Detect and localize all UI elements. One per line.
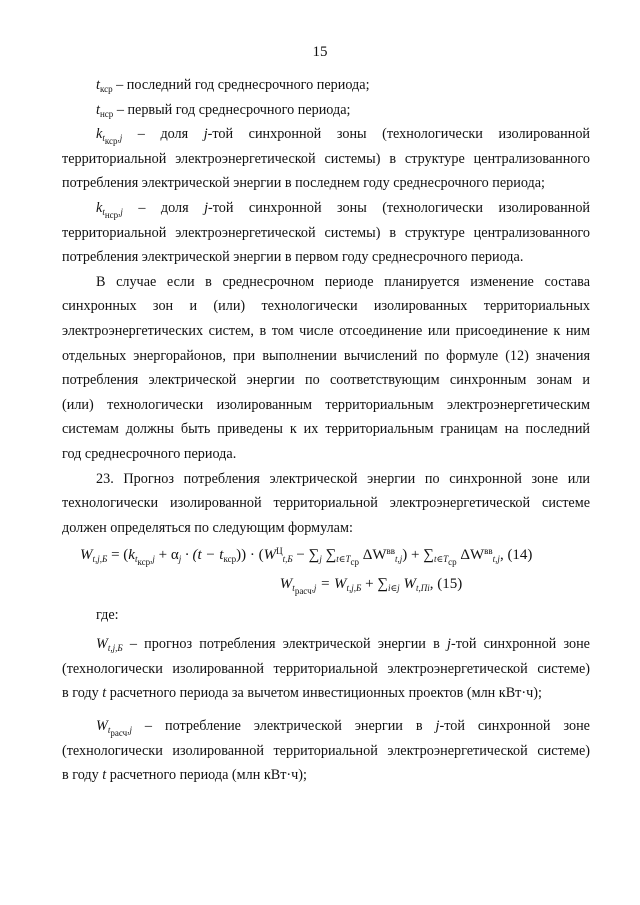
- definition-text: – доля: [122, 126, 204, 143]
- formula-subscript: t,j: [492, 554, 500, 565]
- symbol-subscript-j: ,j: [118, 206, 123, 217]
- symbol: k: [96, 126, 103, 143]
- definition-text: в году: [62, 767, 103, 784]
- paragraph-change-line: (или) технологически изолированным территориальным электроэнергетическим: [62, 396, 590, 413]
- definition-text: – прогноз потребления электрической энергии в: [122, 636, 448, 653]
- definition-text: в году: [62, 685, 103, 702]
- where-label: где:: [96, 607, 119, 624]
- definition-wtjb-line1: [62, 632, 590, 657]
- formula-operator: · (: [246, 547, 264, 564]
- formula-operator: = W: [316, 576, 347, 593]
- index-j: j: [204, 199, 209, 216]
- formula-subscript: кср: [137, 557, 151, 568]
- definition-k-last-line2: территориальной электроэнергетической системы) в структуре централизованного: [62, 150, 590, 167]
- definition-k-first-line2: территориальной электроэнергетической системы) в структуре централизованного: [62, 224, 590, 241]
- symbol-subscript: t,j,Б: [107, 643, 123, 654]
- formula-subscript: j: [319, 554, 322, 565]
- formula-subscript: t: [292, 583, 295, 594]
- symbol: t: [96, 101, 100, 118]
- formula-operator: ) + ∑: [402, 547, 434, 564]
- definition-text: расчетного периода за вычетом инвестиционных проектов (млн кВт·ч);: [106, 685, 542, 702]
- formula-subsubscript: расч: [294, 586, 312, 597]
- formula-subscript: t,j: [395, 554, 403, 565]
- definition-wcalc-line3: [62, 763, 590, 788]
- paragraph-change-line: год среднесрочного периода.: [62, 445, 237, 462]
- symbol-subscript: кср: [99, 84, 113, 94]
- formula-operator: − ∑: [292, 547, 320, 564]
- formula-subsubscript: ср: [350, 557, 359, 568]
- index-j: j: [203, 126, 208, 143]
- formula-subscript: кср: [223, 554, 237, 565]
- index-j: j: [435, 718, 440, 735]
- symbol: k: [96, 199, 103, 216]
- formula-superscript: Ц: [276, 546, 283, 557]
- formula-superscript: вв: [484, 546, 493, 557]
- symbol: W: [96, 718, 108, 735]
- paragraph-23-line: 23. Прогноз потребления электрической энергии по синхронной зоне или: [96, 470, 590, 487]
- symbol-subsubscript: нср: [104, 209, 119, 220]
- index-t: t: [102, 685, 107, 702]
- formula-subscript: t,j,Б: [92, 554, 108, 565]
- symbol: t: [96, 77, 100, 93]
- paragraph-23-line: технологически изолированной территориальной электроэнергетической системе: [62, 495, 590, 512]
- definition-k-last-line3: потребления электрической энергии в последнем году среднесрочного периода;: [62, 175, 545, 192]
- formula-operator: ∑: [321, 547, 337, 564]
- formula-number: , (15): [429, 576, 463, 593]
- formula-subscript: t,Пi: [415, 583, 430, 594]
- formula-subscript: j: [178, 554, 182, 565]
- page-number: 15: [312, 44, 328, 60]
- symbol-subscript: t: [102, 206, 105, 217]
- formula-15: $W_{t_{расч},j} = W_{t,j,Б} + \sum_{i\in j}$ $W_{t,Пi}$, (15): [279, 576, 463, 597]
- symbol-subscript: нср: [99, 108, 114, 119]
- formula-paren: (: [123, 547, 129, 564]
- paragraph-change-line: В случае если в среднесрочном периоде планируется изменение состава: [96, 273, 590, 290]
- definition-wtjb-line2: (технологически изолированной территориальной электроэнергетической системе): [62, 660, 590, 677]
- paragraph-change-line: потребления электрической энергии по соответствующим синхронным зонам и: [62, 372, 590, 389]
- definition-text: – доля: [122, 199, 205, 216]
- formula-term: · (t − t: [181, 547, 224, 564]
- definition-k-last-line1: [62, 122, 590, 147]
- formula-subscript: t,j,Б: [346, 583, 362, 594]
- definition-text: -той синхронной зоне: [450, 636, 590, 653]
- formula-subscript: i∈j: [388, 583, 400, 594]
- symbol-subscript: t: [107, 725, 111, 736]
- symbol-subsubscript: расч: [110, 728, 128, 739]
- formula-subscript: t∈T: [336, 554, 351, 565]
- definition-k-first-line1: [62, 196, 590, 221]
- definition-text: – последний год среднесрочного периода;: [112, 77, 370, 93]
- paragraph-change-line: отдельных энергорайонов, при выполнении вычислений по формуле (12) значения: [62, 347, 590, 364]
- definition-k-first-line3: потребления электрической энергии в первом году среднесрочного периода.: [62, 249, 524, 266]
- definition-text: расчетного периода (млн кВт·ч);: [106, 767, 307, 784]
- definition-t-ksr: [62, 73, 590, 98]
- document-body: [62, 73, 590, 788]
- formula-subscript: t,Б: [282, 554, 293, 565]
- symbol-subsubscript: кср: [104, 136, 118, 147]
- definition-wcalc-line1: [62, 714, 590, 739]
- formula-subscript: ,j: [311, 583, 317, 594]
- formula-operator: =: [107, 547, 124, 564]
- formula-subscript: ,j: [150, 554, 155, 565]
- formula-paren: )): [236, 547, 247, 564]
- formula-superscript: вв: [386, 546, 396, 557]
- definition-text: -той синхронной зоны (технологически изолированной: [207, 126, 590, 143]
- paragraph-change-line: синхронных зон и (или) технологически изолированных территориальных: [62, 298, 590, 315]
- symbol: W: [96, 636, 108, 653]
- definition-t-nsr: [62, 98, 590, 123]
- paragraph-change-line: системам должны быть приведены к их территориальным границам на последний: [62, 421, 590, 438]
- definition-text: – потребление электрической энергии в: [131, 718, 436, 735]
- formula-term: ΔW: [358, 547, 387, 564]
- formula-subsubscript: ср: [448, 557, 457, 568]
- paragraph-23-line: должен определяться по следующим формулам:: [62, 519, 353, 536]
- formula-14: $W_{t,j,Б} = (k_{t_{кср},j} + \alpha_j \cdot (t - t_{кср})) \cdot (W^Ц_{t,Б} - \sum_j$ $\sum_{t\in T_{ср}}$ $\Delta W^{вв}_{t,j}) + \sum_{t\in T_{ср}}$ $\Delta W^{вв}_{t,j}$, (14): [80, 546, 533, 568]
- index-t: t: [102, 767, 107, 784]
- definition-text: -той синхронной зоны (технологически изолированной: [208, 199, 590, 216]
- symbol-subscript: t: [102, 133, 105, 144]
- definition-text: -той синхронной зоне: [439, 718, 590, 735]
- symbol-subscript-j: ,j: [127, 725, 132, 736]
- definition-text: – первый год среднесрочного периода;: [113, 101, 351, 118]
- formula-number: , (14): [499, 547, 533, 564]
- symbol-subscript-j: ,j: [117, 133, 123, 144]
- definition-wcalc-line2: (технологически изолированной территориальной электроэнергетической системе): [62, 742, 590, 759]
- paragraph-change-line: электроэнергетических систем, в том числе отсоединение или присоединение к ним: [62, 322, 590, 339]
- formula-operator: + ∑: [361, 576, 389, 593]
- definition-wtjb-line3: [62, 681, 590, 706]
- formula-subscript: t∈T: [433, 554, 449, 565]
- formula-operator: +: [154, 547, 171, 564]
- index-j: j: [447, 636, 451, 653]
